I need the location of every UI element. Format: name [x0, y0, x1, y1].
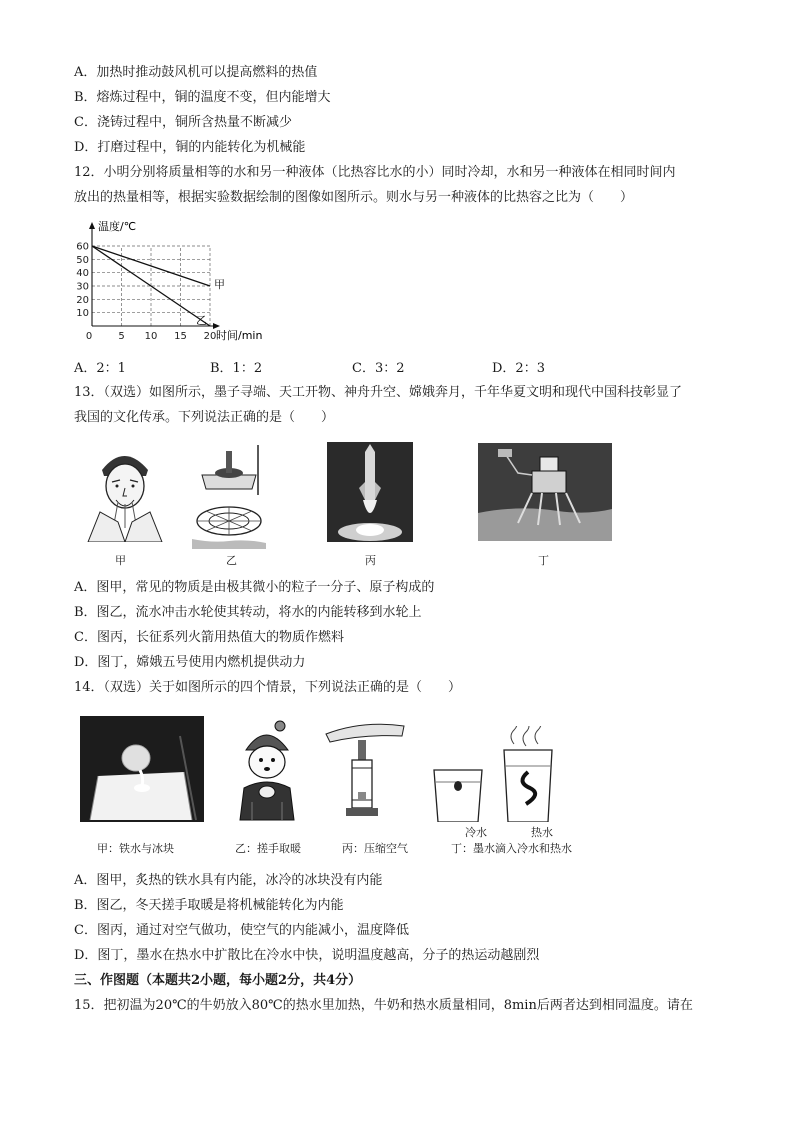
q11-option-c: C．浇铸过程中，铜所含热量不断减少	[74, 115, 292, 130]
y-tick-label-20: 20	[76, 294, 89, 306]
q11-option-d: D．打磨过程中，铜的内能转化为机械能	[74, 140, 306, 155]
q11-option-a: A．加热时推动鼓风机可以提高燃料的热值	[74, 65, 318, 80]
y-tick-label-60: 60	[76, 241, 89, 253]
section-3-heading: 三、作图题（本题共2小题，每小题2分，共4分）	[74, 973, 362, 988]
q14-option-b: B．图乙，冬天搓手取暖是将机械能转化为内能	[74, 898, 344, 913]
y-axis-arrow	[89, 222, 95, 229]
q14-option-d: D．图丁，墨水在热水中扩散比在冷水中快，说明温度越高，分子的热运动越剧烈	[74, 948, 540, 963]
child-rubbing-hands-illustration	[232, 716, 300, 822]
temperature-time-chart	[70, 218, 285, 346]
q12-option-c: C．3：2	[352, 361, 405, 376]
q13-caption-ding: 丁	[538, 554, 549, 567]
q13-option-c: C．图丙，长征系列火箭用热值大的物质作燃料	[74, 630, 344, 645]
q15-stem-line1: 15．把初温为20℃的牛奶放入80℃的热水里加热，牛奶和热水质量相同，8min后两者达到相同温度。请在	[74, 998, 693, 1013]
q12-option-a: A．2：1	[74, 361, 126, 376]
q14-caption-bing: 丙：压缩空气	[342, 842, 408, 855]
q13-stem-line1: 13．（双选）如图所示，墨子寻端、天工开物、神舟升空、嫦娥奔月，千年华夏文明和现代中国科技彰显了	[74, 385, 683, 400]
ink-diffusion-beakers	[420, 726, 580, 822]
series-label-1: 甲	[214, 278, 225, 291]
q13-option-b: B．图乙，流水冲击水轮使其转动，将水的内能转移到水轮上	[74, 605, 422, 620]
q12-stem-line1: 12．小明分别将质量相等的水和另一种液体（比热容比水的小）同时冷却，水和另一种液体在相同时间内	[74, 165, 676, 180]
q14-caption-cold-water: 冷水	[465, 826, 487, 839]
water-wheel-illustration	[192, 443, 266, 549]
y-tick-label-30: 30	[76, 281, 89, 293]
x-tick-label-5: 5	[118, 331, 125, 342]
y-tick-label-10: 10	[76, 308, 89, 320]
x-tick-label-20: 20	[203, 331, 217, 342]
y-tick-label-50: 50	[76, 254, 89, 266]
q14-caption-ding: 丁：墨水滴入冷水和热水	[451, 842, 572, 855]
q14-caption-yi: 乙：搓手取暖	[235, 842, 301, 855]
q14-caption-hot-water: 热水	[531, 826, 553, 839]
lunar-lander-photo	[478, 443, 612, 541]
q12-option-d: D．2：3	[492, 361, 545, 376]
q14-caption-jia: 甲：铁水与冰块	[97, 842, 174, 855]
q13-stem-line2: 我国的文化传承。下列说法正确的是（ ）	[74, 410, 335, 425]
rocket-launch-photo	[327, 442, 413, 542]
q12-option-b: B．1：2	[210, 361, 263, 376]
q13-caption-bing: 丙	[365, 554, 376, 567]
q12-options	[74, 357, 714, 375]
q11-option-b: B．熔炼过程中，铜的温度不变，但内能增大	[74, 90, 331, 105]
q14-option-c: C．图丙，通过对空气做功，使空气的内能减小，温度降低	[74, 923, 409, 938]
chart-y-axis-label: 温度/℃	[98, 220, 137, 233]
series-label-2: 乙	[196, 314, 207, 327]
q13-caption-jia: 甲	[115, 554, 126, 567]
air-compression-apparatus	[322, 720, 408, 818]
x-tick-label-0: 0	[85, 331, 93, 342]
q14-stem-line1: 14．（双选）关于如图所示的四个情景，下列说法正确的是（ ）	[74, 680, 462, 695]
y-tick-label-40: 40	[76, 268, 89, 280]
chart-x-axis-label: 时间/min	[216, 329, 263, 342]
q13-option-a: A．图甲，常见的物质是由极其微小的粒子一分子、原子构成的	[74, 580, 435, 595]
q13-option-d: D．图丁，嫦娥五号使用内燃机提供动力	[74, 655, 306, 670]
x-tick-label-10: 10	[144, 331, 158, 342]
q13-caption-yi: 乙	[226, 554, 237, 567]
q14-option-a: A．图甲，炙热的铁水具有内能，冰冷的冰块没有内能	[74, 873, 383, 888]
chart-series	[92, 246, 225, 327]
x-tick-label-15: 15	[174, 331, 187, 342]
q12-stem-line2: 放出的热量相等，根据实验数据绘制的图像如图所示。则水与另一种液体的比热容之比为（ ）	[74, 190, 634, 205]
mozi-portrait-illustration	[78, 442, 170, 542]
molten-iron-ice-photo	[80, 716, 204, 822]
